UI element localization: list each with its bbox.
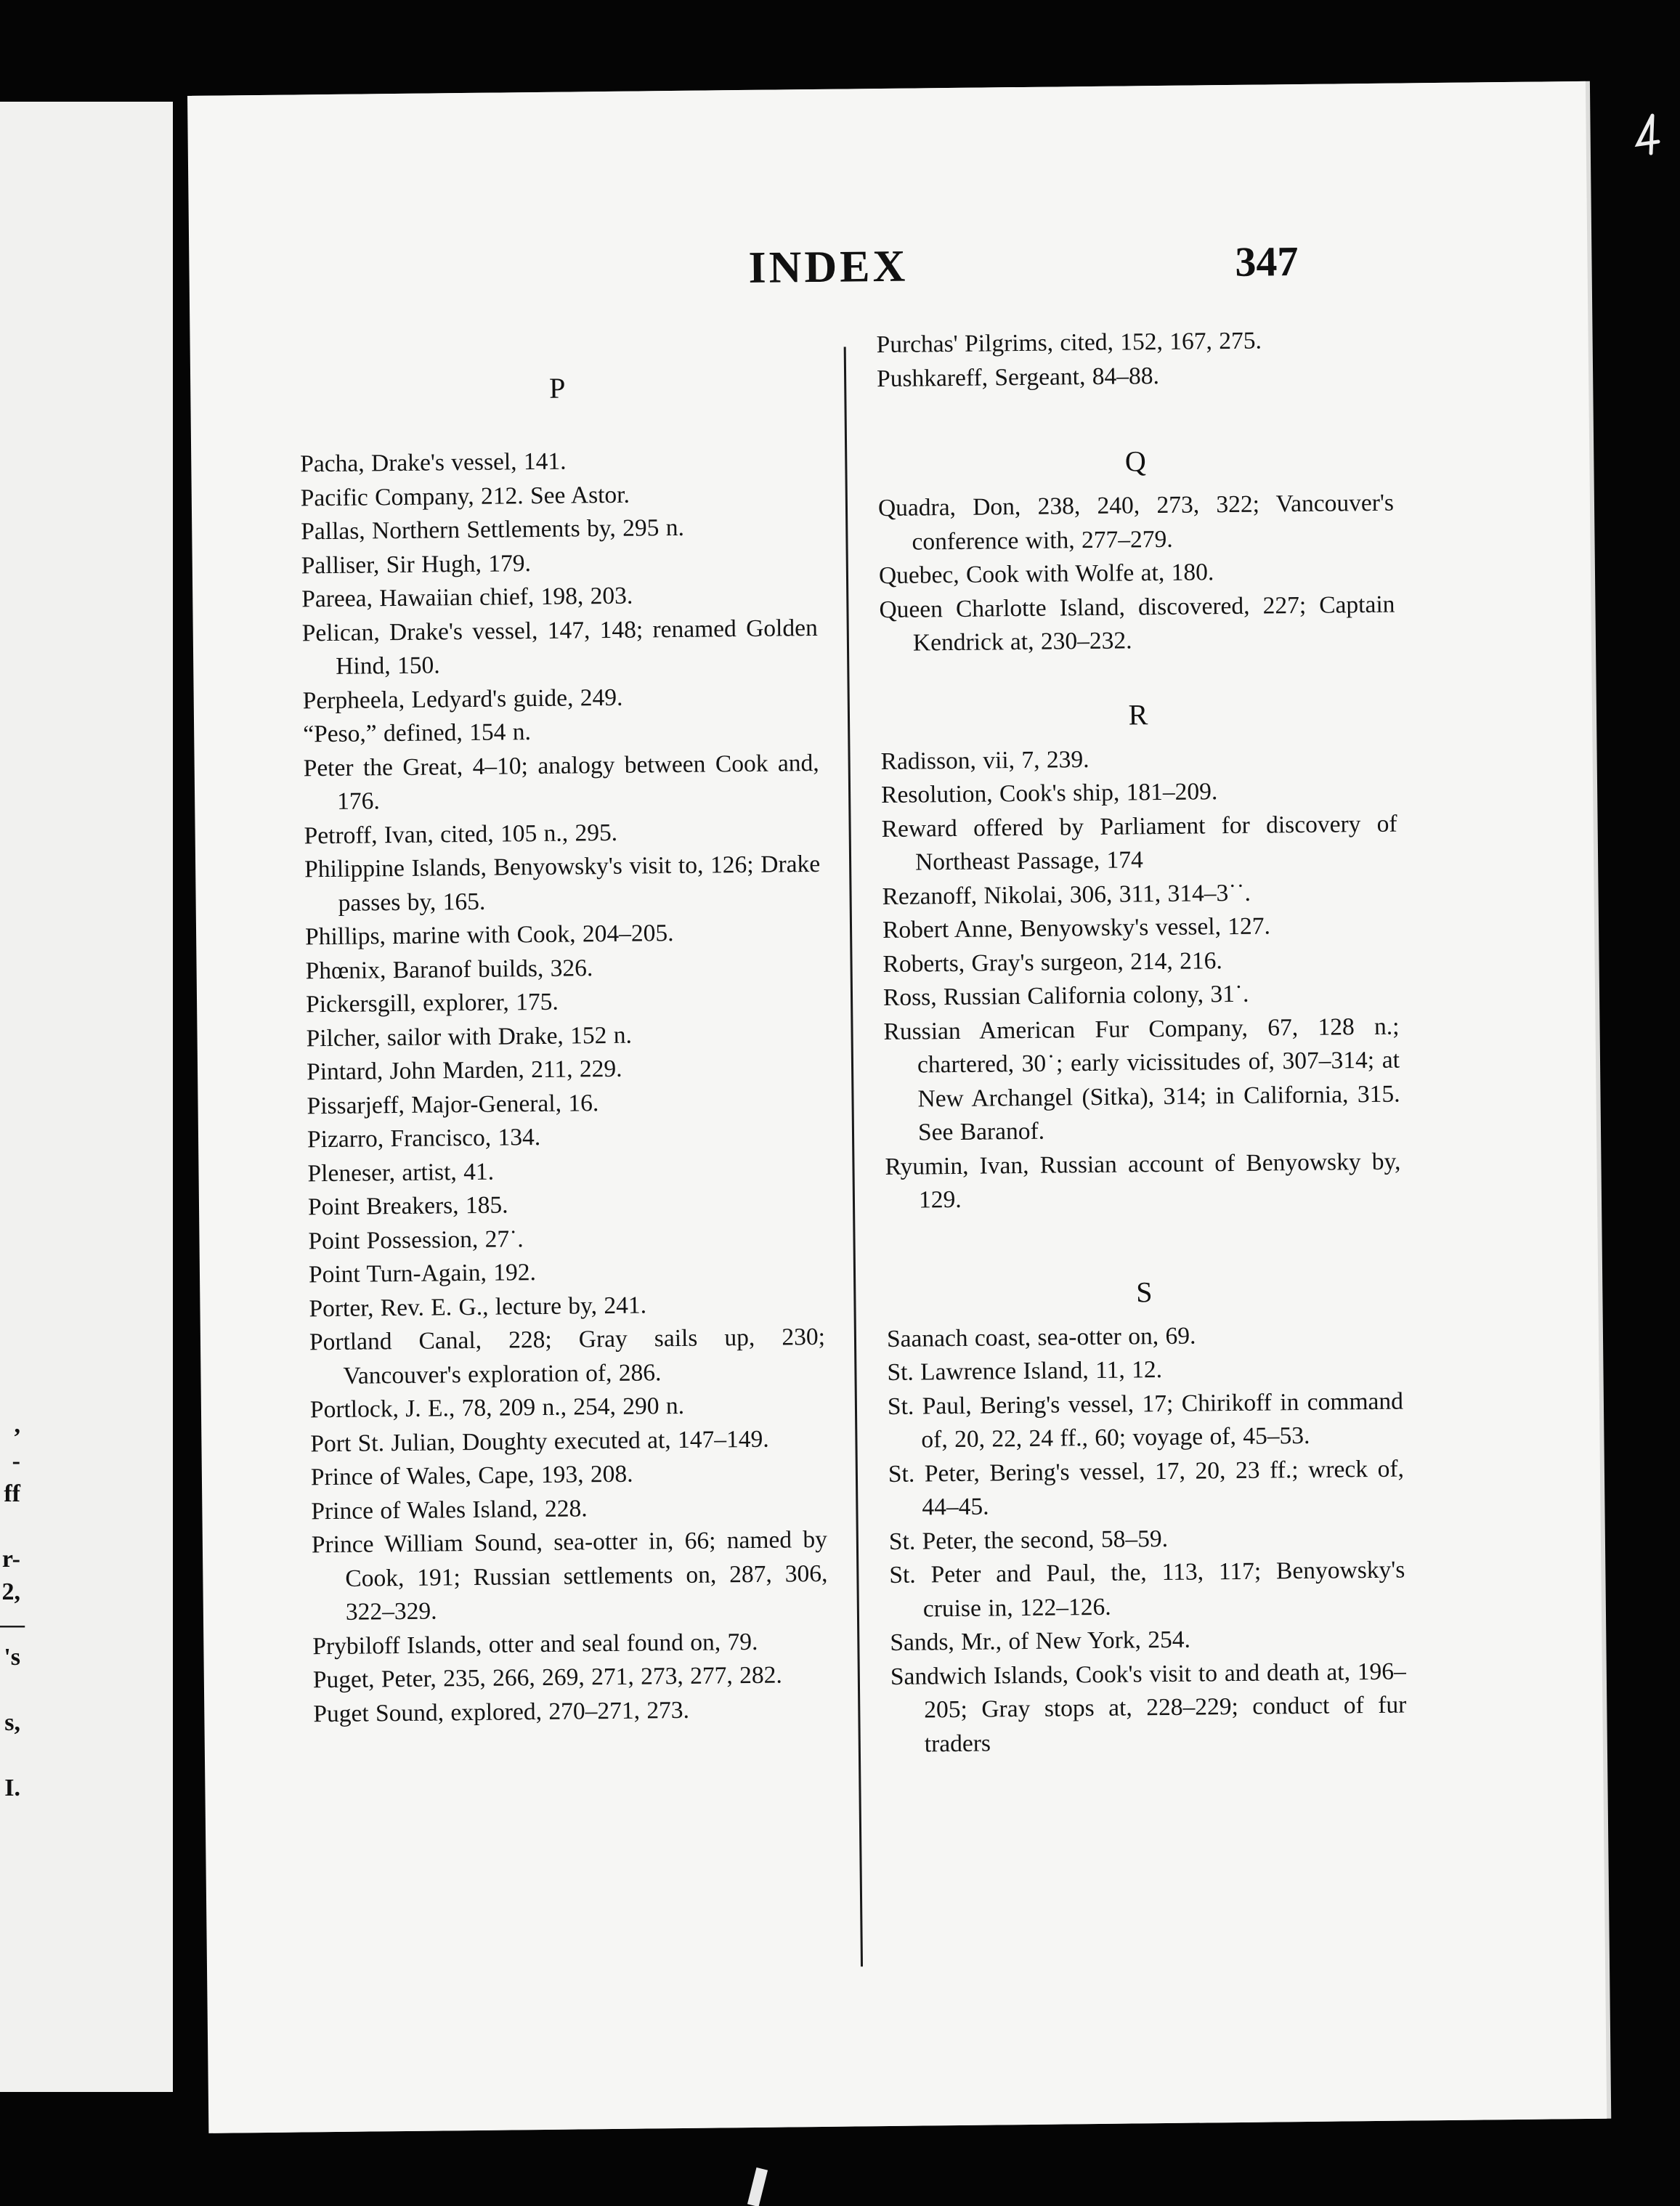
index-entry: St. Peter, Bering's vessel, 17, 20, 23 ff.; wreck of, 44–45. <box>888 1455 1405 1521</box>
fragment-text: , <box>14 1411 20 1438</box>
letter-heading-s: S <box>1135 1275 1153 1308</box>
index-entry: Palliser, Sir Hugh, 179. <box>301 549 532 579</box>
index-entry: Pelican, Drake's vessel, 147, 148; renamed Golden Hind, 150. <box>301 614 818 680</box>
index-entry: Porter, Rev. E. G., lecture by, 241. <box>309 1291 647 1322</box>
index-entry: Saanach coast, sea-otter on, 69. <box>886 1322 1196 1353</box>
index-entry: Pacific Company, 212. See Astor. <box>300 481 630 511</box>
index-entry: Radisson, vii, 7, 239. <box>880 745 1089 775</box>
index-entry: Ross, Russian California colony, 31˙. <box>882 980 1249 1012</box>
index-entry: Sandwich Islands, Cook's visit to and death at, 196–205; Gray stops at, 228–229; conduct of fur traders <box>890 1658 1407 1757</box>
index-entry: Pacha, Drake's vessel, 141. <box>300 447 567 478</box>
index-entry: Pizarro, Francisco, 134. <box>307 1123 541 1153</box>
fragment-text: r- <box>1 1546 20 1573</box>
fragment-text: I. <box>4 1775 20 1801</box>
index-entry: Robert Anne, Benyowsky's vessel, 127. <box>882 912 1271 944</box>
index-entry: Ryumin, Ivan, Russian account of Benyowsky by, 129. <box>885 1148 1401 1214</box>
index-entry: Reward offered by Parliament for discovery of Northeast Passage, 174 <box>881 810 1397 876</box>
index-entry: Philippine Islands, Benyowsky's visit to, 126; Drake passes by, 165. <box>304 850 821 917</box>
fragment-text: 2, <box>1 1578 20 1605</box>
index-page <box>187 81 1607 2133</box>
fragment-text: ff <box>4 1480 20 1507</box>
index-entry: Pleneser, artist, 41. <box>307 1158 495 1187</box>
index-entry: Pintard, John Marden, 211, 229. <box>306 1055 622 1086</box>
fragment-text: 's <box>4 1644 20 1671</box>
index-entry: Peter the Great, 4–10; analogy between Cook and, 176. <box>303 749 819 815</box>
index-entry: Point Turn-Again, 192. <box>308 1259 537 1289</box>
index-column-right <box>876 323 1407 1761</box>
column-divider <box>844 347 863 1967</box>
index-entry: Portland Canal, 228; Gray sails up, 230; Vancouver's exploration of, 286. <box>309 1323 826 1390</box>
index-entry: Prybiloff Islands, otter and seal found on, 79. <box>312 1628 758 1660</box>
scan-artifact <box>747 2168 768 2206</box>
index-entry: Pallas, Northern Settlements by, 295 n. <box>301 514 685 546</box>
page-number: 347 <box>1235 237 1299 285</box>
pencil-mark <box>1631 113 1663 156</box>
index-entry: Phœnix, Baranof builds, 326. <box>305 954 593 984</box>
index-entry: Pilcher, sailor with Drake, 152 n. <box>306 1021 633 1052</box>
index-entry: St. Peter, the second, 58–59. <box>888 1525 1169 1555</box>
index-entry: Point Possession, 27˙. <box>308 1225 524 1254</box>
index-entry: Port St. Julian, Doughty executed at, 147–149. <box>310 1425 769 1457</box>
index-entry: Pickersgill, explorer, 175. <box>305 988 559 1018</box>
index-entry: Prince of Wales, Cape, 193, 208. <box>310 1460 633 1491</box>
index-entry: Purchas' Pilgrims, cited, 152, 167, 275. <box>876 327 1262 359</box>
index-entry: Sands, Mr., of New York, 254. <box>890 1626 1191 1656</box>
index-entry: Perpheela, Ledyard's guide, 249. <box>302 684 623 714</box>
fragment-text: - <box>12 1448 20 1475</box>
index-entry: Puget, Peter, 235, 266, 269, 271, 273, 277, 282. <box>312 1661 782 1694</box>
index-entry: Pareea, Hawaiian chief, 198, 203. <box>301 582 633 613</box>
index-entry: Puget Sound, explored, 270–271, 273. <box>313 1696 690 1727</box>
index-entry: Rezanoff, Nikolai, 306, 311, 314–3˙˙. <box>882 879 1251 910</box>
index-entry: Quadra, Don, 238, 240, 273, 322; Vancouver's conference with, 277–279. <box>877 489 1395 556</box>
letter-heading-p: P <box>548 371 566 405</box>
index-entry: Resolution, Cook's ship, 181–209. <box>880 778 1218 809</box>
index-entry: Portlock, J. E., 78, 209 n., 254, 290 n. <box>309 1392 685 1424</box>
index-entry: Prince of Wales Island, 228. <box>311 1494 588 1525</box>
letter-heading-r: R <box>1128 697 1148 731</box>
index-entry: Quebec, Cook with Wolfe at, 180. <box>878 559 1214 590</box>
index-column-left <box>299 358 829 1731</box>
index-entry: Petroff, Ivan, cited, 105 n., 295. <box>304 819 618 849</box>
index-entry: Point Breakers, 185. <box>307 1191 508 1221</box>
index-entry: Roberts, Gray's surgeon, 214, 216. <box>882 946 1222 978</box>
index-entry: “Peso,” defined, 154 n. <box>303 718 532 748</box>
facing-page-fragment <box>0 102 173 2092</box>
page-title: INDEX <box>748 241 909 293</box>
fragment-text: — <box>0 1611 25 1638</box>
fragment-text: s, <box>4 1709 20 1736</box>
letter-heading-q: Q <box>1124 445 1147 478</box>
index-entry: Pushkareff, Sergeant, 84–88. <box>876 362 1160 392</box>
index-entry: St. Peter and Paul, the, 113, 117; Benyowsky's cruise in, 122–126. <box>889 1556 1405 1623</box>
index-entry: Russian American Fur Company, 67, 128 n.; chartered, 30˙; early vicissitudes of, 307–314; at New Archangel (Sitka), 314; in California, 315. See Baranof. <box>883 1013 1400 1146</box>
index-entry: Pissarjeff, Major-General, 16. <box>307 1089 599 1119</box>
index-entry: Prince William Sound, sea-otter in, 66; named by Cook, 191; Russian settlements on, 287, 306, 322–329. <box>311 1525 828 1626</box>
index-entry: Phillips, marine with Cook, 204–205. <box>304 920 674 951</box>
index-entry: St. Paul, Bering's vessel, 17; Chirikoff in command of, 20, 22, 24 ff., 60; voyage of, 45–53. <box>887 1387 1404 1453</box>
index-entry: St. Lawrence Island, 11, 12. <box>887 1356 1163 1387</box>
index-entry: Queen Charlotte Island, discovered, 227; Captain Kendrick at, 230–232. <box>879 591 1395 657</box>
